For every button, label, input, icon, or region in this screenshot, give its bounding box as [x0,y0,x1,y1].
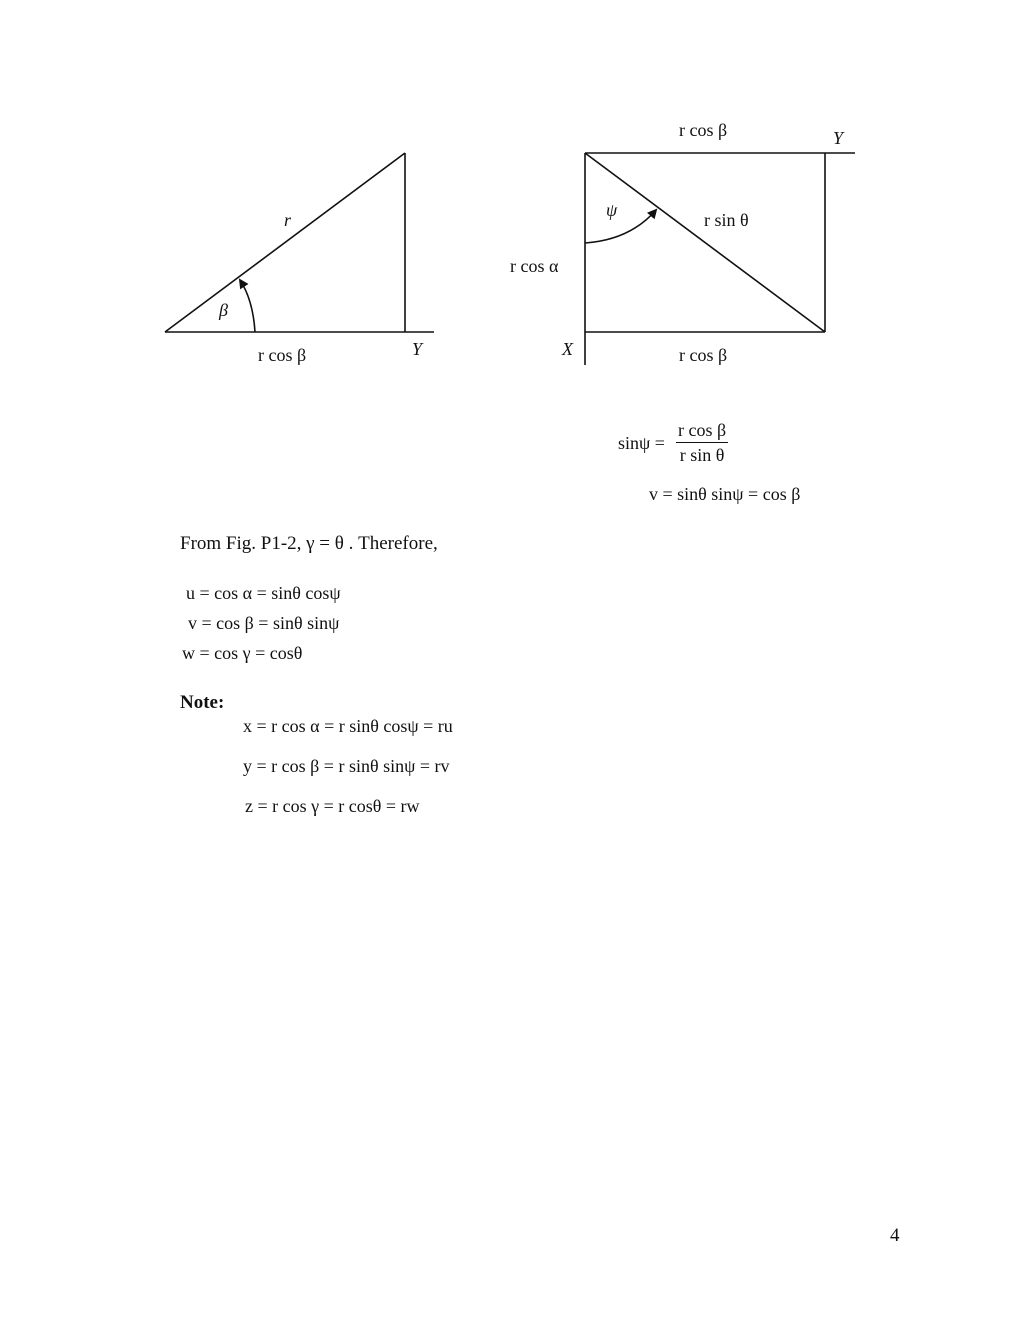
right-axis-x-label: X [562,339,573,359]
page-number: 4 [890,1225,900,1246]
left-angle-label: β [219,300,228,320]
note-y-equation: y = r cos β = r sinθ sinψ = rv [243,756,450,776]
right-diag-label: r sin θ [704,210,749,230]
direction-cosine-w: w = cos γ = cosθ [182,643,303,663]
right-angle-arc [585,210,656,243]
left-angle-arc [240,280,255,332]
left-triangle-diagram [165,153,434,332]
sinpsi-fraction [676,420,728,466]
right-axis-y-label: Y [833,128,844,148]
sinpsi-lhs: sinψ = [618,433,665,453]
right-top-label: r cos β [679,120,728,140]
note-label: Note: [180,692,225,713]
left-axis-label: Y [412,339,423,359]
sinpsi-denominator: r sin θ [679,445,725,465]
v-equation: v = sinθ sinψ = cos β [649,484,801,504]
from-fig-sentence: From Fig. P1-2, γ = θ . Therefore, [180,533,438,554]
right-left-label: r cos α [510,256,559,276]
left-base-label: r cos β [258,345,307,365]
left-hyp-label: r [284,210,292,230]
direction-cosine-v: v = cos β = sinθ sinψ [188,613,340,633]
direction-cosine-u: u = cos α = sinθ cosψ [186,583,341,603]
sinpsi-numerator: r cos β [676,420,728,443]
note-x-equation: x = r cos α = r sinθ cosψ = ru [243,716,453,736]
left-hypotenuse-line [165,153,405,332]
right-angle-label: ψ [606,200,618,220]
right-diagonal-line [585,153,825,332]
right-rectangle-diagram [585,153,855,365]
note-z-equation: z = r cos γ = r cosθ = rw [245,796,420,816]
right-bottom-label: r cos β [679,345,728,365]
